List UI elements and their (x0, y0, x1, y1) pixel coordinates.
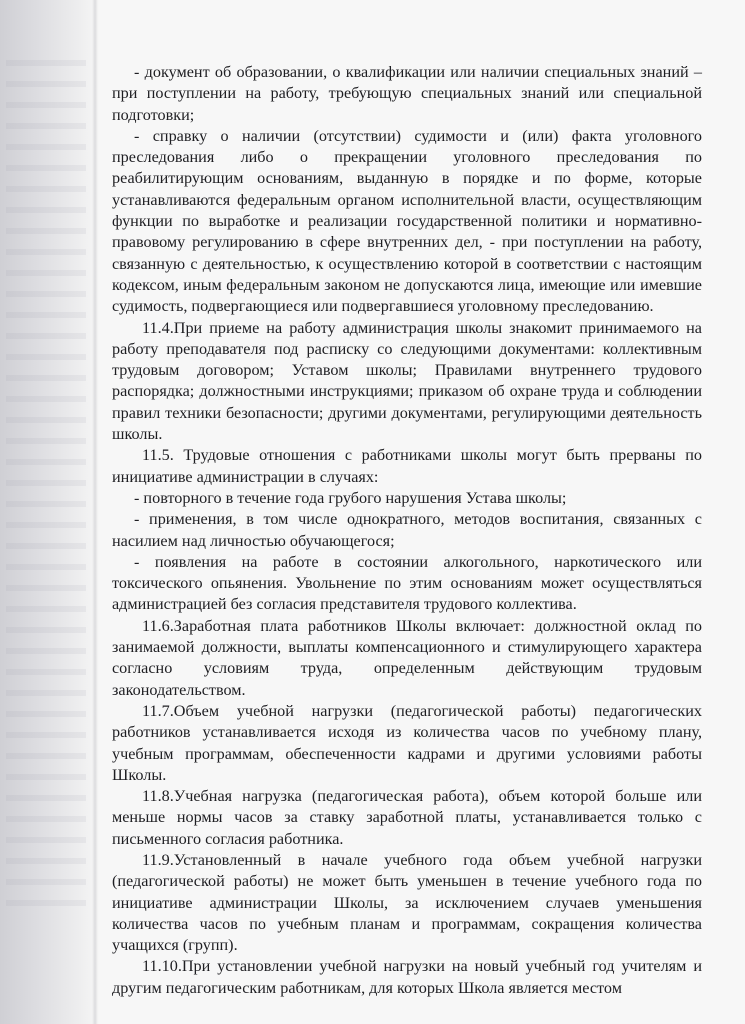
paragraph-11-9: 11.9.Установленный в начале учебного года объем учебной нагрузки (педагогической работы) не может быть уменьшен в течение учебного года по инициативе администрации Школы, за исключением случаев уменьшения количества часов по учебным планам и программам, сокращения количества учащихся (групп). (112, 850, 702, 955)
paragraph-11-5: 11.5. Трудовые отношения с работниками школы могут быть прерваны по инициативе администрации в случаях: (112, 446, 702, 486)
paragraph-11-5-item-2: - применения, в том числе однократного, методов воспитания, связанных с насилием над личностью обучающегося; (112, 510, 702, 550)
paragraph-document-education: - документ об образовании, о квалификации или наличии специальных знаний – при поступлении на работу, требующую специальных знаний или специальной подготовки; (112, 63, 702, 124)
paragraph-11-6: 11.6.Заработная плата работников Школы включает: должностной оклад по занимаемой должности, выплаты компенсационного и стимулирующего характера согласно условиям труда, определенным действующим трудовым законодательством. (112, 616, 702, 699)
page-crease (92, 0, 98, 1024)
paragraph-11-8: 11.8.Учебная нагрузка (педагогическая работа), объем которой больше или меньше нормы часов за ставку заработной платы, устанавливается только с письменного согласия работника. (112, 787, 702, 848)
previous-page-bleed-through (6, 60, 86, 920)
document-page (112, 62, 702, 999)
paragraph-criminal-record-certificate: - справку о наличии (отсутствии) судимости и (или) факта уголовного преследования либо о прекращении уголовного преследования по реабилитирующим основаниям, выданную в порядке и по форме, которые устанавливаются федеральным органом исполнительной власти, осуществляющим функции по выработке и реализации государственной политики и нормативно-правовому регулированию в сфере внутренних дел, - при поступлении на работу, связанную с деятельностью, к осуществлению которой в соответствии с настоящим кодексом, иным федеральным законом не допускаются лица, имеющие или имевшие судимость, подвергающиеся или подвергавшиеся уголовному преследованию. (112, 126, 702, 316)
paragraph-11-10: 11.10.При установлении учебной нагрузки на новый учебный год учителям и другим педагогическим работникам, для которых Школа является местом (112, 957, 702, 997)
paragraph-11-5-item-3: - появления на работе в состоянии алкогольного, наркотического или токсического опьянения. Увольнение по этим основаниям может осуществляться администрацией без согласия представителя трудового коллектива. (112, 552, 702, 614)
paragraph-11-4: 11.4.При приеме на работу администрация школы знакомит принимаемого на работу преподавателя под расписку со следующими документами: коллективным трудовым договором; Уставом школы; Правилами внутреннего трудового распорядка; должностными инструкциями; приказом об охране труда и соблюдении правил техники безопасности; другими документами, регулирующими деятельность школы. (112, 318, 702, 444)
paragraph-11-5-item-1: - повторного в течение года грубого нарушения Устава школы; (134, 488, 567, 507)
paragraph-11-7: 11.7.Объем учебной нагрузки (педагогической работы) педагогических работников устанавливается исходя из количества часов по учебному плану, учебным программам, обеспеченности кадрами и другими условиями работы Школы. (112, 701, 702, 784)
